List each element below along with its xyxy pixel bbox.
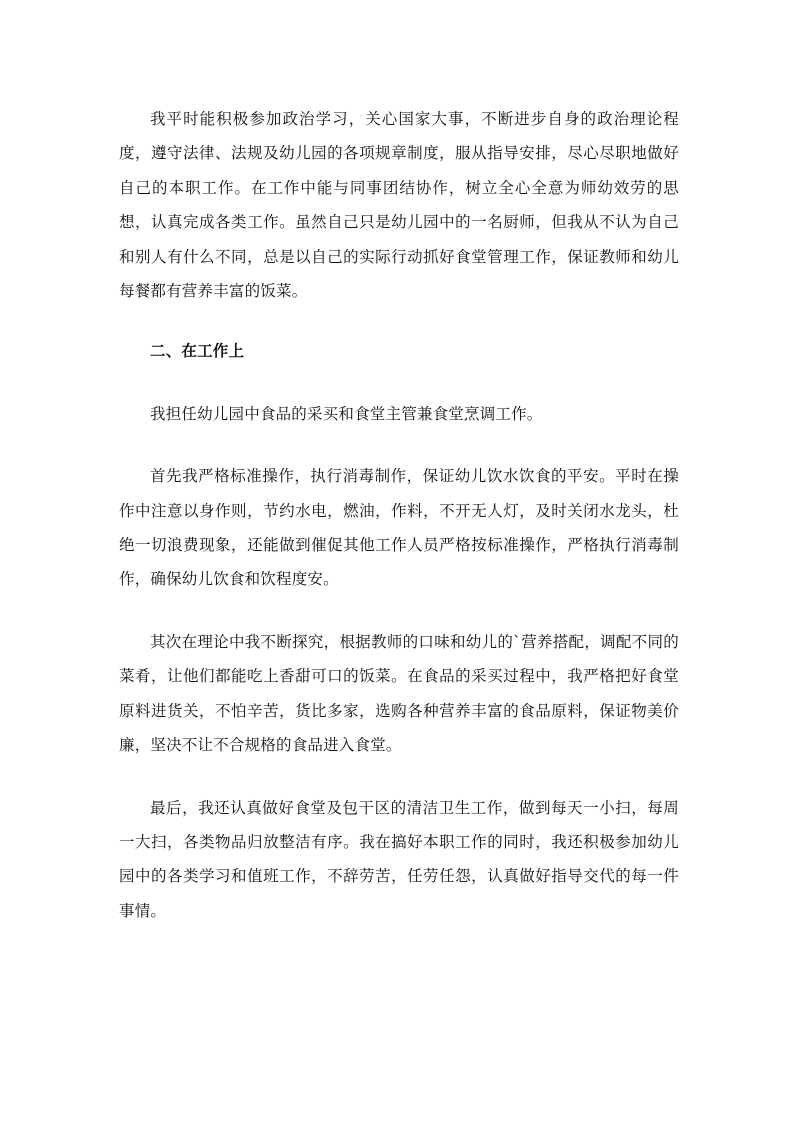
paragraph-hygiene-operation: 首先我严格标准操作，执行消毒制作，保证幼儿饮水饮食的平安。平时在操作中注意以身作则，节约水电，燃油，作料，不开无人灯，及时关闭水龙头，杜绝一切浪费现象，还能做到催促其他工作人员严格按标准操作，严格执行消毒制作，确保幼儿饮食和饮程度安。 xyxy=(119,467,679,589)
paragraph-duties: 我担任幼儿园中食品的采买和食堂主管兼食堂烹调工作。 xyxy=(150,404,543,423)
section-heading-work: 二、在工作上 xyxy=(150,342,245,361)
paragraph-political-study: 我平时能积极参加政治学习，关心国家大事，不断进步自身的政治理论程度，遵守法律、法规及幼儿园的各项规章制度，服从指导安排，尽心尽职地做好自己的本职工作。在工作中能与同事团结协作，树立全心全意为师幼效劳的思想，认真完成各类工作。虽然自己只是幼儿园中的一名厨师，但我从不认为自己和别人有什么不同，总是以自己的实际行动抓好食堂管理工作，保证教师和幼儿每餐都有营养丰富的饭菜。 xyxy=(119,110,679,301)
document-body xyxy=(119,102,679,928)
paragraph-cleaning-duty: 最后，我还认真做好食堂及包干区的清洁卫生工作，做到每天一小扫，每周一大扫，各类物品归放整洁有序。我在搞好本职工作的同时，我还积极参加幼儿园中的各类学习和值班工作，不辞劳苦，任劳任怨，认真做好指导交代的每一件事情。 xyxy=(119,798,679,920)
paragraph-menu-purchasing: 其次在理论中我不断探究，根据教师的口味和幼儿的`营养搭配，调配不同的菜肴，让他们都能吃上香甜可口的饭菜。在食品的采买过程中，我严格把好食堂原料进货关，不怕辛苦，货比多家，选购各种营养丰富的食品原料，保证物美价廉，坚决不让不合规格的食品进入食堂。 xyxy=(119,632,679,755)
